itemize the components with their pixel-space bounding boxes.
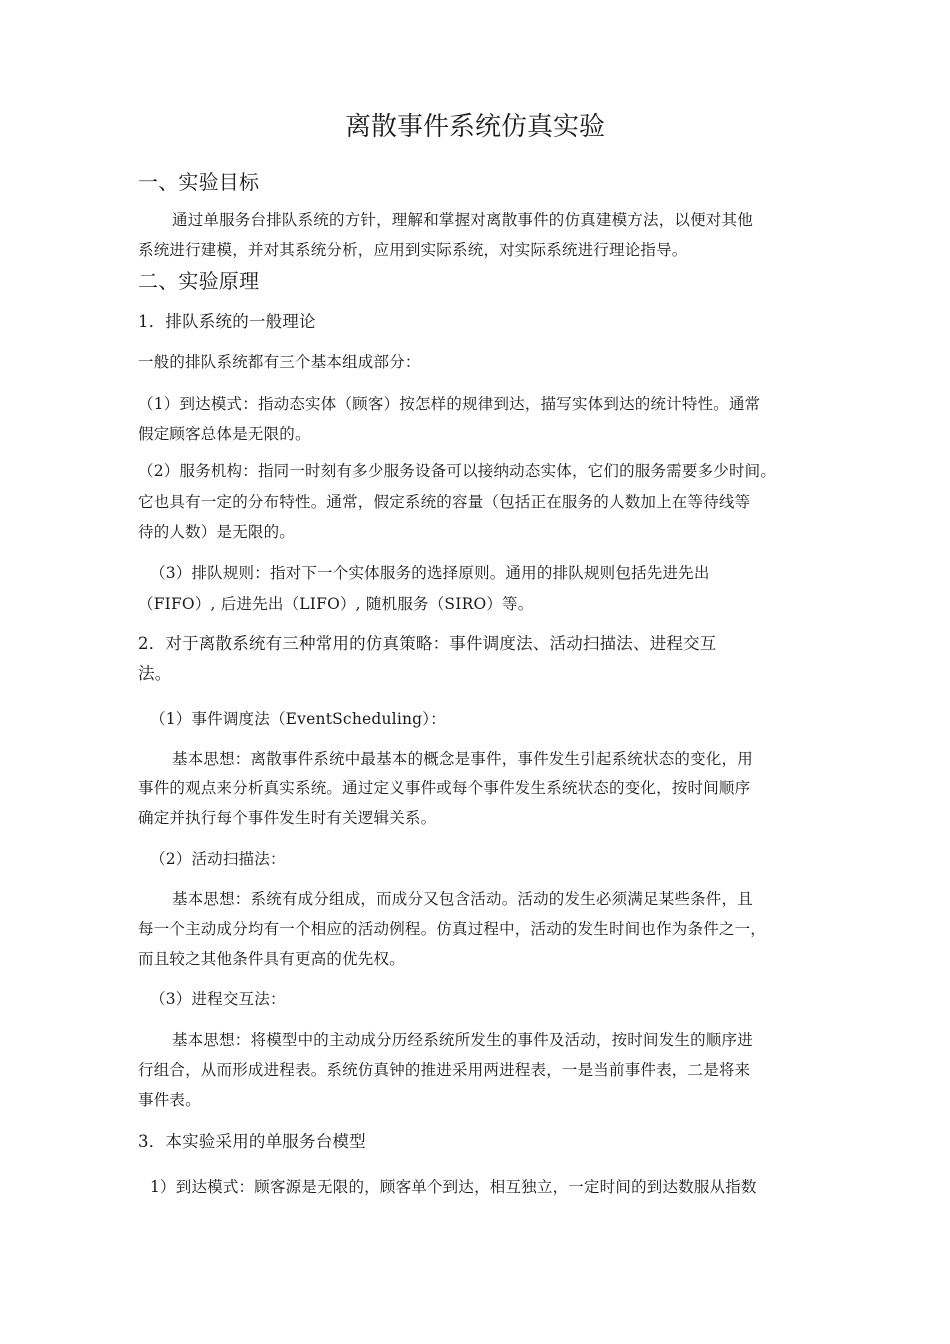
section1-paragraph-line1: 通过单服务台排队系统的方针，理解和掌握对离散事件的仿真建模方法，以便对其他 — [172, 211, 753, 229]
item3-line1: （3）排队规则：指对下一个实体服务的选择原则。通用的排队规则包括先进先出 — [150, 564, 710, 582]
strategy2-line1: 基本思想：系统有成分组成，而成分又包含活动。活动的发生必须满足某些条件，且 — [172, 890, 753, 908]
item2-line2: 它也具有一定的分布特性。通常，假定系统的容量（包括正在服务的人数加上在等待线等 — [138, 493, 751, 511]
item2-line3: 待的人数）是无限的。 — [138, 523, 296, 541]
strategy2-line2: 每一个主动成分均有一个相应的活动例程。仿真过程中，活动的发生时间也作为条件之一， — [138, 920, 767, 938]
strategy3-heading: （3）进程交互法： — [150, 990, 286, 1008]
subsection1-heading: 1．排队系统的一般理论 — [138, 312, 316, 331]
subsection2-heading-line2: 法。 — [138, 664, 172, 683]
strategy3-line2: 行组合，从而形成进程表。系统仿真钟的推进采用两进程表，一是当前事件表，二是将来 — [138, 1061, 751, 1079]
strategy2-heading: （2）活动扫描法： — [150, 850, 286, 868]
subsection2-heading-line1: 2．对于离散系统有三种常用的仿真策略：事件调度法、活动扫描法、进程交互 — [138, 634, 717, 653]
item3-line2: （FIFO）, 后进先出（LIFO）, 随机服务（SIRO）等。 — [138, 595, 534, 613]
strategy1-line1: 基本思想：离散事件系统中最基本的概念是事件，事件发生引起系统状态的变化，用 — [172, 750, 753, 768]
strategy1-line3: 确定并执行每个事件发生时有关逻辑关系。 — [138, 809, 437, 827]
item1-line1: （1）到达模式：指动态实体（顾客）按怎样的规律到达，描写实体到达的统计特性。通常 — [138, 395, 761, 413]
strategy1-line2: 事件的观点来分析真实系统。通过定义事件或每个事件发生系统状态的变化，按时间顺序 — [138, 779, 751, 797]
item2-line1: （2）服务机构：指同一时刻有多少服务设备可以接纳动态实体，它们的服务需要多少时间。 — [138, 462, 777, 480]
strategy3-line3: 事件表。 — [138, 1091, 201, 1109]
strategy1-heading: （1）事件调度法（EventScheduling）： — [150, 710, 446, 728]
document-title: 离散事件系统仿真实验 — [344, 112, 605, 142]
section1-paragraph-line2: 系统进行建模，并对其系统分析，应用到实际系统，对实际系统进行理论指导。 — [138, 241, 688, 259]
model1-line1: 1）到达模式：顾客源是无限的，顾客单个到达，相互独立，一定时间的到达数服从指数 — [150, 1178, 757, 1196]
strategy2-line3: 而且较之其他条件具有更高的优先权。 — [138, 950, 405, 968]
subsection3-heading: 3．本实验采用的单服务台模型 — [138, 1132, 366, 1151]
section1-heading: 一、实验目标 — [138, 170, 260, 194]
section2-heading: 二、实验原理 — [138, 269, 260, 293]
strategy3-line1: 基本思想：将模型中的主动成分历经系统所发生的事件及活动，按时间发生的顺序进 — [172, 1031, 753, 1049]
item1-line2: 假定顾客总体是无限的。 — [138, 425, 311, 443]
subsection1-intro: 一般的排队系统都有三个基本组成部分： — [138, 353, 421, 371]
